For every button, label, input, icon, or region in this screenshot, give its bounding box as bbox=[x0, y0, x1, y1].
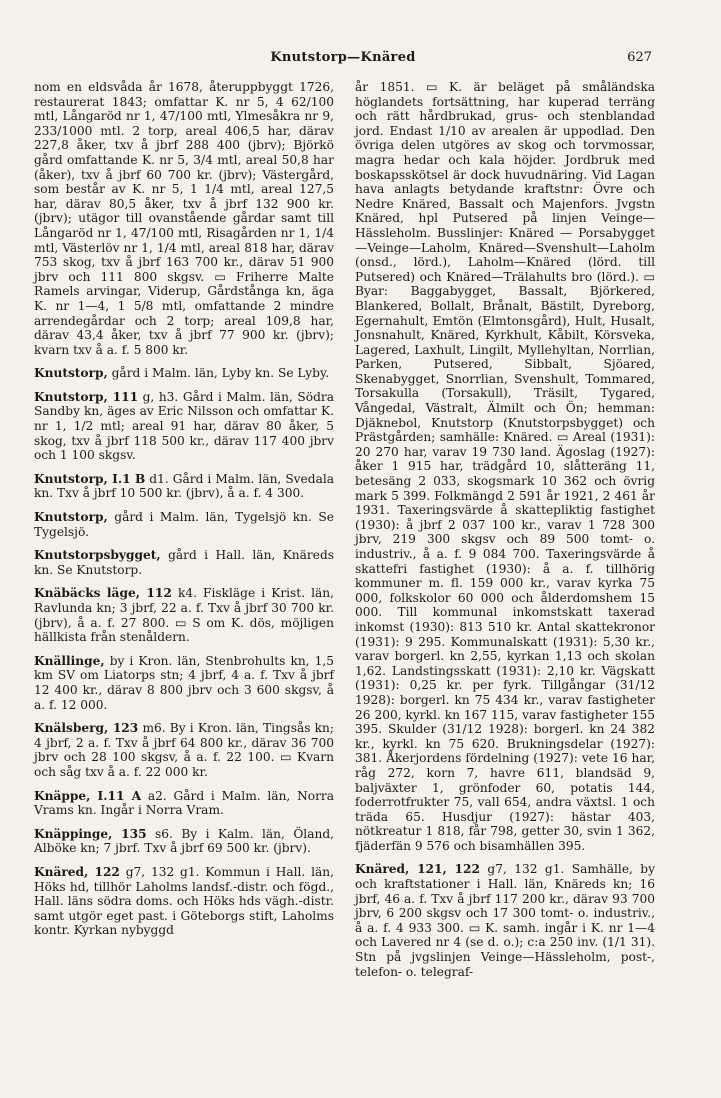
entry bbox=[34, 789, 334, 818]
entry bbox=[355, 80, 655, 853]
entry-text: by i Kron. län, Stenbrohults kn, 1,5 km SV om Liatorps stn; 4 jbrf, 4 a. f. Txv å jbrf 12 400 kr., därav 8 800 jbrv och 3 600 skgsv, å a. f. 12 000. bbox=[34, 653, 334, 712]
entry-text: s6. By i Kalm. län, Öland, Alböke kn; 7 jbrf. Txv å jbrf 69 500 kr. (jbrv). bbox=[34, 826, 334, 856]
left-column bbox=[34, 80, 334, 947]
entry-text: g7, 132 g1. Kommun i Hall. län, Höks hd, tillhör Laholms landsf.-distr. och fögd., Hall. läns södra doms. och Höks hds vägh.-distr. samt utgör eget past. i Göteborgs stift, Laholms kontr. Kyrkan nybyggd bbox=[34, 864, 334, 938]
entry-headword: Knälsberg, 123 bbox=[34, 721, 139, 736]
entry bbox=[34, 510, 334, 539]
entry-text: g, h3. Gård i Malm. län, Södra Sandby kn, äges av Eric Nilsson och omfattar K. nr 1, 1/2 mtl; areal 91 har, därav 80 åker, 5 skog, txv å jbrf 118 500 kr., därav 117 400 jbrv och 1 100 skgsv. bbox=[34, 389, 335, 463]
entry bbox=[34, 586, 334, 644]
entry bbox=[34, 80, 334, 357]
entry-text: gård i Malm. län, Lyby kn. Se Lyby. bbox=[111, 366, 330, 381]
entry-headword: Knutstorpsbygget, bbox=[34, 548, 161, 563]
page-number: 627 bbox=[627, 50, 652, 65]
entry-text: nom en eldsvåda år 1678, återuppbyggt 1726, restaurerat 1843; omfattar K. nr 5, 4 62/100 mtl, Långaröd nr 1, 47/100 mtl, Ylmesåkra nr 9, 233/1000 mtl. 2 torp, areal 406,5 har, därav 227,8 åker, txv å jbrf 288 400 (jbrv); Björkö gård omfattande K. nr 5, 3/4 mtl, areal 50,8 har (åker), txv å jbrf 60 700 kr. (jbrv); Västergård, som består av K. nr 5, 1 1/4 mtl, areal 127,5 har, därav 80,5 åker, txv å jbrf 132 900 kr. (jbrv); utägor till ovanstående gårdar samt till Långaröd nr 1, 47/100 mtl, Risagården nr 1, 1/4 mtl, Västerlöv nr 1, 1/4 mtl, areal 818 har, därav 753 skog, txv å jbrf 163 700 kr., därav 51 900 jbrv och 111 800 skgsv. ▭ Friherre Malte Ramels arvingar, Viderup, Gårdstånga kn, äga K. nr 1—4, 1 5/8 mtl, omfattande 2 mindre arrendegårdar och 2 torp; areal 109,8 har, därav 43,4 åker, txv å jbrf 77 900 kr. (jbrv); kvarn txv å a. f. 5 800 kr. bbox=[34, 80, 334, 357]
entry-headword: Knäppe, I.11 A bbox=[34, 788, 142, 803]
entry bbox=[34, 654, 334, 712]
entry bbox=[34, 548, 334, 577]
entry-text: år 1851. ▭ K. är beläget på småländska höglandets fortsättning, har kuperad terräng och rätt hårdbrukad, grus- och stenblandad jord. Endast 1/10 av arealen är uppodlad. Den övriga delen utgöres av skog och torvmossar, magra hedar och kala höjder. Jordbruk med boskapsskötsel är dock huvudnäring. Vid Lagan hava anlagts betydande kraftstnr: Övre och Nedre Knäred, Bassalt och Majenfors. Jvgstn Knäred, hpl Putsered på linjen Veinge—Hässleholm. Busslinjer: Knäred — Porsabygget—Veinge—Laholm, Knäred—Svenshult—Laholm (onsd., lörd.), Laholm—Knäred (lörd. till Putsered) och Knäred—Trälahults bro (lörd.). ▭ Byar: Baggabygget, Bassalt, Björkered, Blankered, Bollalt, Brånalt, Bästilt, Dyreborg, Egernahult, Emtön (Elmtonsgård), Hult, Husalt, Jonsnahult, Knäred, Kyrkhult, Kåbilt, Körsveka, Lagered, Laxhult, Lingilt, Myllehyltan, Norrlian, Parken, Putsered, Sibbalt, Sjöared, Skenabygget, Snorrlian, Svenshult, Tommared, Torsakulla (Torsakull), Träsilt, Tygared, Vångedal, Västralt, Älmilt och Ön; hemman: Djäknebol, Knutstorp (Knutstorpsbygget) och Prästgården; samhälle: Knäred. ▭ Areal (1931): 20 270 har, varav 19 730 land. Ägoslag (1927): åker 1 915 har, trädgård 10, slåtteräng 11, betesäng 2 033, skogsmark 10 362 och övrig mark 5 399. Folkmängd 2 591 år 1921, 2 461 år 1931. Taxeringsvärde å skattepliktig fastighet (1930): å jbrf 2 037 100 kr., varav 1 728 300 jbrv, 219 300 skgsv och 89 500 tomt- o. industriv., å a. f. 9 084 700. Taxeringsvärde å skattefri fastighet (1930): å a. f. tillhörig kommuner m. fl. 159 000 kr., varav kyrka 75 000, folkskolor 60 000 och ålderdomshem 15 000. Till kommunal inkomstskatt taxerad inkomst (1930): 813 510 kr. Antal skattekronor (1931): 9 295. Kommunalskatt (1931): 5,30 kr., varav borgerl. kn 2,55, kyrkan 1,13 och skolan 1,62. Landstingsskatt (1931): 2,10 kr. Vägskatt (1931): 0,25 kr. per fyrk. Tillgångar (31/12 1928): borgerl. kn 75 434 kr., varav fastigheter 26 200, kyrkl. kn 167 115, varav fastigheter 155 395. Skulder (31/12 1928): borgerl. kn 24 382 kr., kyrkl. kn 75 620. Brukningsdelar (1927): 381. Åkerjordens fördelning (1927): vete 16 har, råg 272, korn 7, havre 611, blandsäd 9, baljväxter 1, grönfoder 60, potatis 144, foderrotfrukter 75, vall 654, andra växtsl. 1 och träda 65. Husdjur (1927): hästar 403, nötkreatur 1 818, får 798, getter 30, svin 1 362, fjäderfän 9 576 och bisamhällen 395. bbox=[355, 80, 655, 853]
entry bbox=[34, 865, 334, 938]
entry bbox=[355, 862, 655, 979]
entry bbox=[34, 390, 334, 463]
entry-headword: Knutstorp, bbox=[34, 366, 108, 381]
entry bbox=[34, 827, 334, 856]
entry-text: gård i Malm. län, Tygelsjö kn. Se Tygelsjö. bbox=[34, 510, 334, 539]
entry-text: d1. Gård i Malm. län, Svedala kn. Txv å jbrf 10 500 kr. (jbrv), å a. f. 4 300. bbox=[34, 471, 335, 501]
entry-text: gård i Hall. län, Knäreds kn. Se Knutstorp. bbox=[34, 548, 335, 577]
entry-text: k4. Fiskläge i Krist. län, Ravlunda kn; 3 jbrf, 22 a. f. Txv å jbrf 30 700 kr. (jbrv), å a. f. 27 800. ▭ S om K. dös, möjligen hällkista från stenåldern. bbox=[34, 586, 335, 645]
entry bbox=[34, 472, 334, 501]
entry-text: g7, 132 g1. Samhälle, by och kraftstationer i Hall. län, Knäreds kn; 16 jbrf, 46 a. f. Txv å jbrf 117 200 kr., därav 93 700 jbrv, 6 200 skgsv och 17 300 tomt- o. industriv., å a. f. 4 933 300. ▭ K. samh. ingår i K. nr 1—4 och Lavered nr 4 (se d. o.); c:a 250 inv. (1/1 31). Stn på jvgslinjen Veinge—Hässleholm, post-, telefon- o. telegraf- bbox=[355, 862, 655, 979]
entry-headword: Knäbäcks läge, 112 bbox=[34, 586, 172, 601]
entry-text: m6. By i Kron. län, Tingsås kn; 4 jbrf, 2 a. f. Txv å jbrf 64 800 kr., därav 36 700 jbrv och 28 100 skgsv, å a. f. 22 100. ▭ Kvarn och såg txv å a. f. 22 000 kr. bbox=[34, 721, 335, 779]
entry-headword: Knäred, 122 bbox=[34, 864, 120, 879]
entry-headword: Knutstorp, 111 bbox=[34, 389, 139, 404]
entry-headword: Knutstorp, bbox=[34, 510, 108, 525]
entry-headword: Knutstorp, I.1 B bbox=[34, 471, 146, 486]
running-head: Knutstorp—Knäred bbox=[270, 50, 416, 65]
right-column bbox=[355, 80, 655, 988]
entry-headword: Knällinge, bbox=[34, 653, 105, 668]
entry bbox=[34, 366, 334, 381]
entry-headword: Knäppinge, 135 bbox=[34, 826, 147, 841]
entry-text: a2. Gård i Malm. län, Norra Vrams kn. Ingår i Norra Vram. bbox=[34, 788, 334, 818]
page-header bbox=[34, 50, 652, 72]
entry-headword: Knäred, 121, 122 bbox=[355, 862, 480, 877]
entry bbox=[34, 721, 334, 779]
